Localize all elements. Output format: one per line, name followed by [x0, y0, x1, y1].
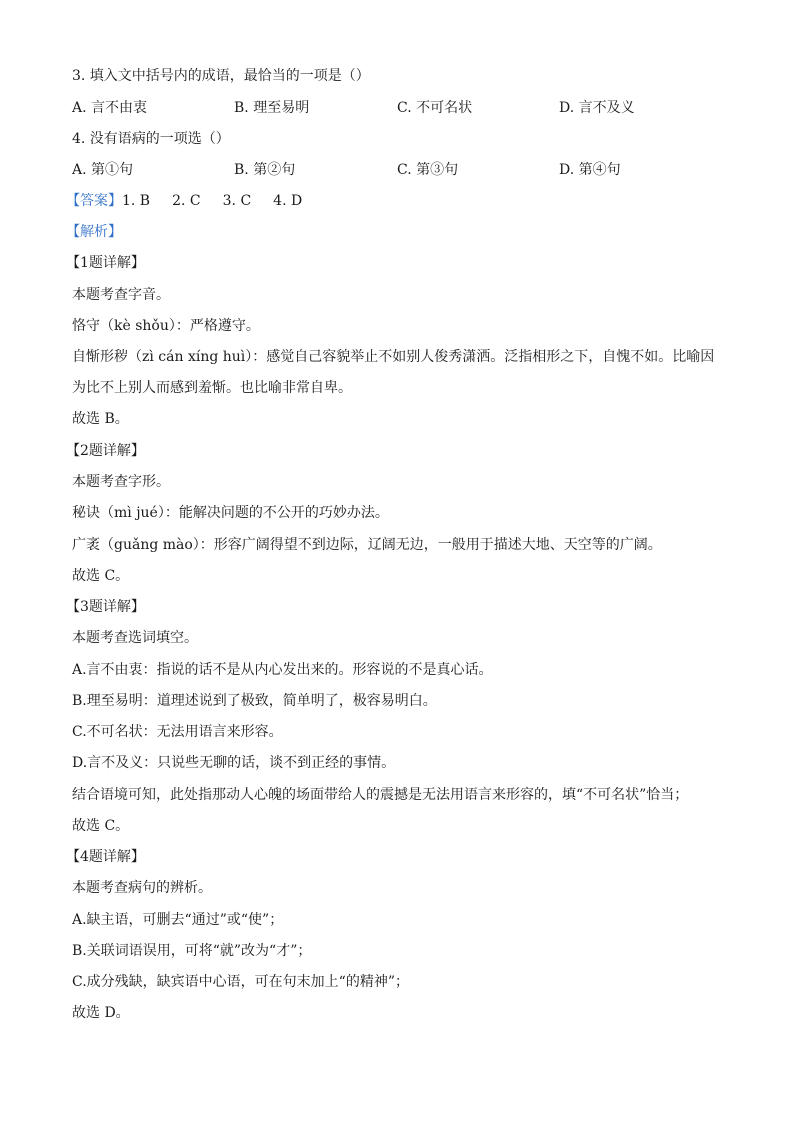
answer-label: 【答案】 — [66, 193, 122, 209]
section-4-line-4: C.成分残缺，缺宾语中心语，可在句末加上“的精神”； — [72, 974, 409, 990]
section-3-line-7: 故选 C。 — [72, 818, 130, 834]
analysis-label: 【解析】 — [66, 224, 122, 240]
answer-4: 4. D — [273, 193, 303, 209]
section-4-heading: 【4题详解】 — [66, 849, 145, 865]
section-3-line-1: 本题考查选词填空。 — [72, 630, 198, 646]
section-2-line-3: 广袤（guǎng mào）：形容广阔得望不到边际，辽阔无边，一般用于描述大地、天空等的广阔。 — [72, 537, 662, 553]
section-3-line-3: B.理至易明：道理述说到了极致，简单明了，极容易明白。 — [72, 693, 437, 709]
section-3-line-4: C.不可名状：无法用语言来形容。 — [72, 724, 283, 740]
section-4-line-5: 故选 D。 — [72, 1005, 130, 1021]
section-1-line-1: 本题考查字音。 — [72, 287, 170, 303]
section-2-line-4: 故选 C。 — [72, 568, 130, 584]
q4-stem: 4. 没有语病的一项选（） — [72, 131, 230, 147]
q3-option-a: A. 言不由衷 — [72, 100, 148, 116]
section-4-line-3: B.关联词语误用，可将“就”改为“才”； — [72, 943, 312, 959]
section-1-line-3: 自惭形秽（zì cán xíng huì）：感觉自己容貌举止不如别人俊秀潇洒。泛指相形之下，自愧不如。比喻因为比不上别人而感到羞惭。也比喻非常自卑。 — [72, 349, 715, 396]
section-4-line-1: 本题考查病句的辨析。 — [72, 880, 212, 896]
q3-option-c: C. 不可名状 — [397, 100, 473, 116]
q3-stem: 3. 填入文中括号内的成语，最恰当的一项是（） — [72, 68, 370, 84]
q4-option-d: D. 第④句 — [559, 162, 621, 178]
section-3-heading: 【3题详解】 — [66, 599, 145, 615]
section-4-line-2: A.缺主语，可删去“通过”或“使”； — [72, 912, 284, 928]
section-1-line-4: 故选 B。 — [72, 411, 129, 427]
answer-2: 2. C — [172, 193, 201, 209]
section-2-line-2: 秘诀（mì jué）：能解决问题的不公开的巧妙办法。 — [72, 505, 389, 521]
q4-option-a: A. 第①句 — [72, 162, 134, 178]
q4-option-b: B. 第②句 — [234, 162, 296, 178]
section-1-line-2: 恪守（kè shǒu）：严格遵守。 — [72, 318, 260, 334]
q3-option-b: B. 理至易明 — [234, 100, 310, 116]
answer-3: 3. C — [222, 193, 252, 209]
section-3-line-6: 结合语境可知，此处指那动人心魄的场面带给人的震撼是无法用语言来形容的，填“不可名状”恰当； — [72, 787, 689, 803]
answer-line — [66, 191, 302, 211]
section-1-heading: 【1题详解】 — [66, 255, 145, 271]
q4-option-c: C. 第③句 — [397, 162, 459, 178]
answer-1: 1. B — [122, 193, 151, 209]
section-3-line-5: D.言不及义：只说些无聊的话，谈不到正经的事情。 — [72, 755, 396, 771]
section-2-heading: 【2题详解】 — [66, 443, 145, 459]
section-2-line-1: 本题考查字形。 — [72, 474, 170, 490]
section-3-line-2: A.言不由衷：指说的话不是从内心发出来的。形容说的不是真心话。 — [72, 662, 493, 678]
q3-option-d: D. 言不及义 — [559, 100, 635, 116]
